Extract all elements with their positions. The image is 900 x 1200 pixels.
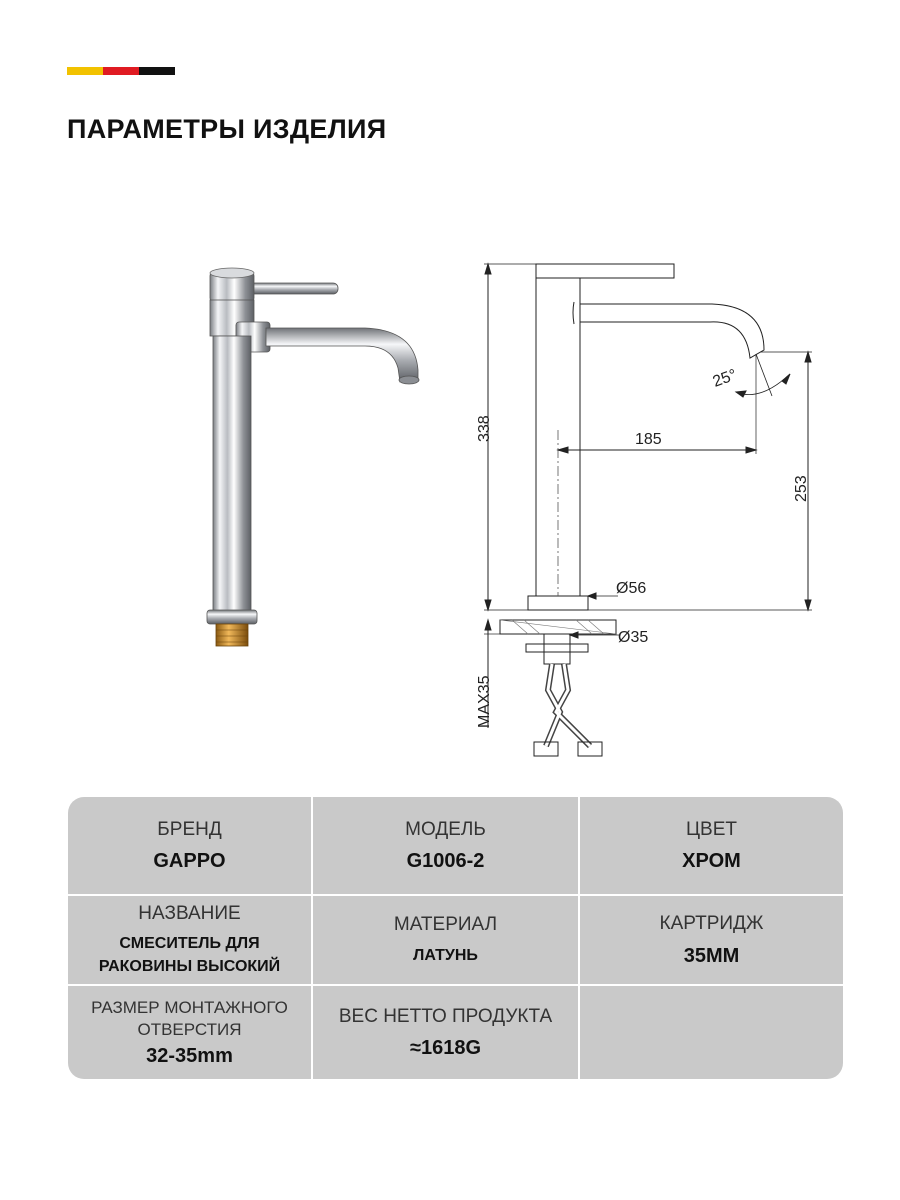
- dim-angle: 25°: [710, 366, 740, 391]
- dim-height: 338: [476, 415, 493, 442]
- dim-hole-diameter: Ø35: [618, 629, 649, 646]
- spec-hole-size-label-line2: ОТВЕРСТИЯ: [137, 1019, 242, 1039]
- spec-material: [313, 896, 580, 986]
- dim-max-thickness: MAX35: [476, 675, 493, 728]
- spec-name-value-line2: РАКОВИНЫ ВЫСОКИЙ: [98, 957, 281, 975]
- spec-cartridge-label: КАРТРИДЖ: [659, 913, 764, 935]
- spec-hole-size-label: [91, 997, 288, 1040]
- spec-cartridge-value: 35ММ: [683, 944, 740, 967]
- spec-hole-size-value: 32-35mm: [146, 1044, 233, 1067]
- spec-color-label: ЦВЕТ: [685, 818, 737, 840]
- spec-hole-size-label-line1: РАЗМЕР МОНТАЖНОГО: [91, 998, 288, 1018]
- dim-reach: 185: [635, 431, 662, 448]
- spec-name: [68, 896, 313, 986]
- spec-color-value: ХРОМ: [682, 850, 741, 873]
- technical-drawing: [460, 250, 840, 780]
- flag-stripe-red: [103, 67, 139, 75]
- spec-model-value: G1006-2: [406, 850, 485, 873]
- flag-stripe: [67, 67, 175, 75]
- spec-model-label: МОДЕЛЬ: [405, 818, 486, 840]
- spec-empty: [580, 986, 843, 1079]
- spec-weight: [313, 986, 580, 1079]
- spec-material-label: МАТЕРИАЛ: [393, 913, 498, 935]
- spec-name-value: [99, 933, 280, 978]
- dim-spout-height: 253: [793, 475, 810, 502]
- spec-name-label: НАЗВАНИЕ: [138, 902, 241, 924]
- spec-model: [313, 797, 580, 896]
- spec-brand-value: GAPPO: [153, 850, 226, 873]
- spec-table: [68, 797, 843, 1079]
- spec-color: [580, 797, 843, 896]
- spec-brand-label: БРЕНД: [157, 818, 222, 840]
- spec-brand: [68, 797, 313, 896]
- drawing-spout: [580, 304, 764, 358]
- flag-stripe-black: [139, 67, 175, 75]
- spec-weight-label: ВЕС НЕТТО ПРОДУКТА: [338, 1005, 553, 1027]
- page-title: ПАРАМЕТРЫ ИЗДЕЛИЯ: [67, 114, 387, 144]
- spec-material-value: ЛАТУНЬ: [413, 946, 478, 964]
- spec-hole-size: [68, 986, 313, 1079]
- spec-cartridge: [580, 896, 843, 986]
- spec-name-value-line1: СМЕСИТЕЛЬ ДЛЯ: [119, 935, 260, 953]
- spec-weight-value: ≈1618G: [409, 1037, 482, 1060]
- drawing-handle: [536, 264, 674, 278]
- flag-stripe-yellow: [67, 67, 103, 75]
- faucet-photo: [180, 250, 440, 670]
- dim-base-diameter: Ø56: [616, 580, 647, 597]
